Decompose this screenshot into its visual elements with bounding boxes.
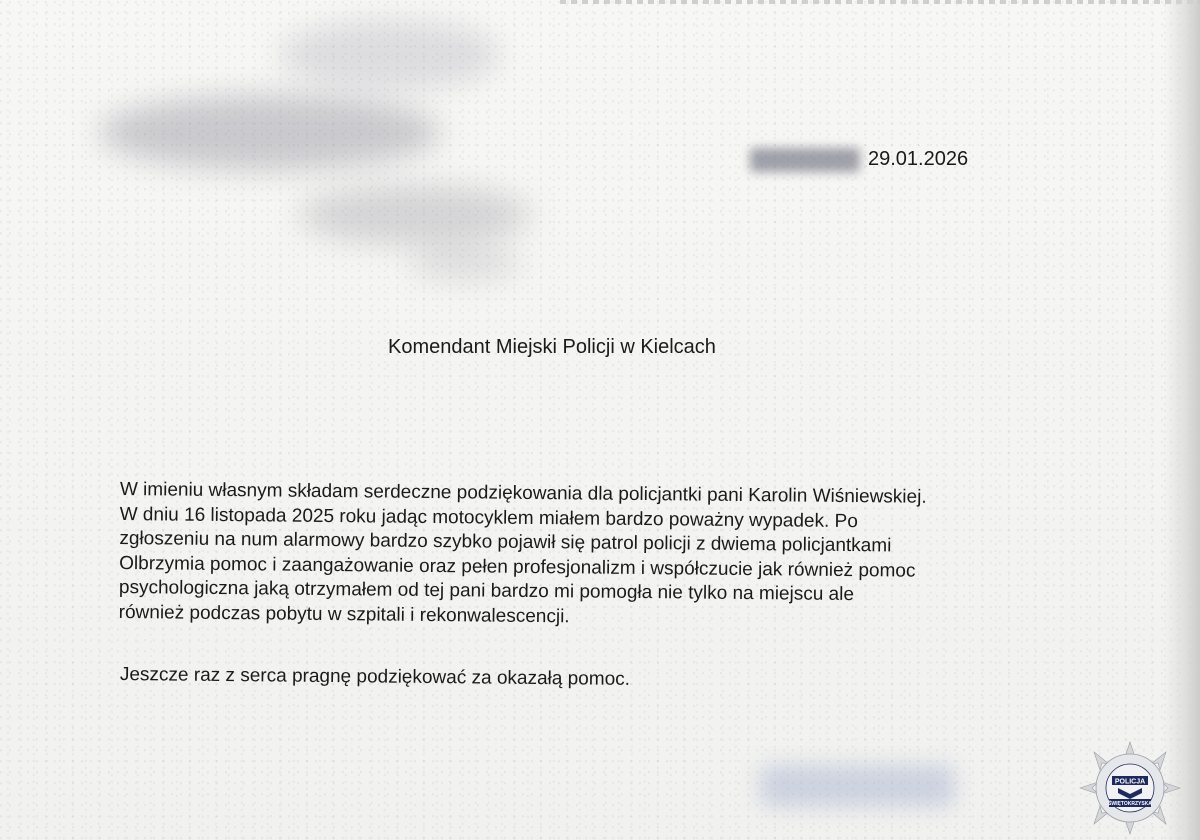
redacted-sender-block-top: [280, 20, 500, 90]
badge-text-region: ŚWIĘTOKRZYSKA: [1108, 801, 1152, 808]
letter-addressee: Komendant Miejski Policji w Kielcach: [388, 336, 716, 358]
redacted-sender-address: [300, 185, 530, 245]
body-line: również podczas pobytu w szpitali i rekonwalescencji.: [118, 601, 570, 627]
redacted-signature: [760, 765, 955, 807]
redacted-sender-block: [100, 95, 440, 170]
body-line: psychologiczna jaką otrzymałem od tej pani bardzo mi pomogła nie tylko na miejscu ale: [118, 576, 855, 606]
scan-right-edge-shadow: [1164, 0, 1200, 840]
letter-date: 29.01.2026: [868, 148, 969, 170]
body-line: Olbrzymia pomoc i zaangażowanie oraz pełen profesjonalizm i współczucie jak również pomoc: [119, 552, 916, 582]
body-line: zgłoszeniu na num alarmowy bardzo szybko pojawił się patrol policji z dwiema policjantkami: [119, 527, 892, 557]
redacted-place-name: [750, 148, 860, 172]
body-line: W imieniu własnym składam serdeczne podziękowania dla policjantki pani Karolin Wiśniewskiej.: [119, 478, 927, 508]
scan-top-edge: [560, 0, 1200, 4]
letter-body: [119, 478, 1040, 634]
badge-text-police: POLICJA: [1114, 778, 1146, 786]
letter-closing: Jeszcze raz z serca pragnę podziękować za okazałą pomoc.: [119, 664, 631, 690]
redacted-sender-postcode: [410, 245, 520, 280]
police-star-badge-icon: [1076, 740, 1184, 836]
body-line: W dniu 16 listopada 2025 roku jadąc motocyklem miałem bardzo poważny wypadek. Po: [119, 503, 858, 532]
